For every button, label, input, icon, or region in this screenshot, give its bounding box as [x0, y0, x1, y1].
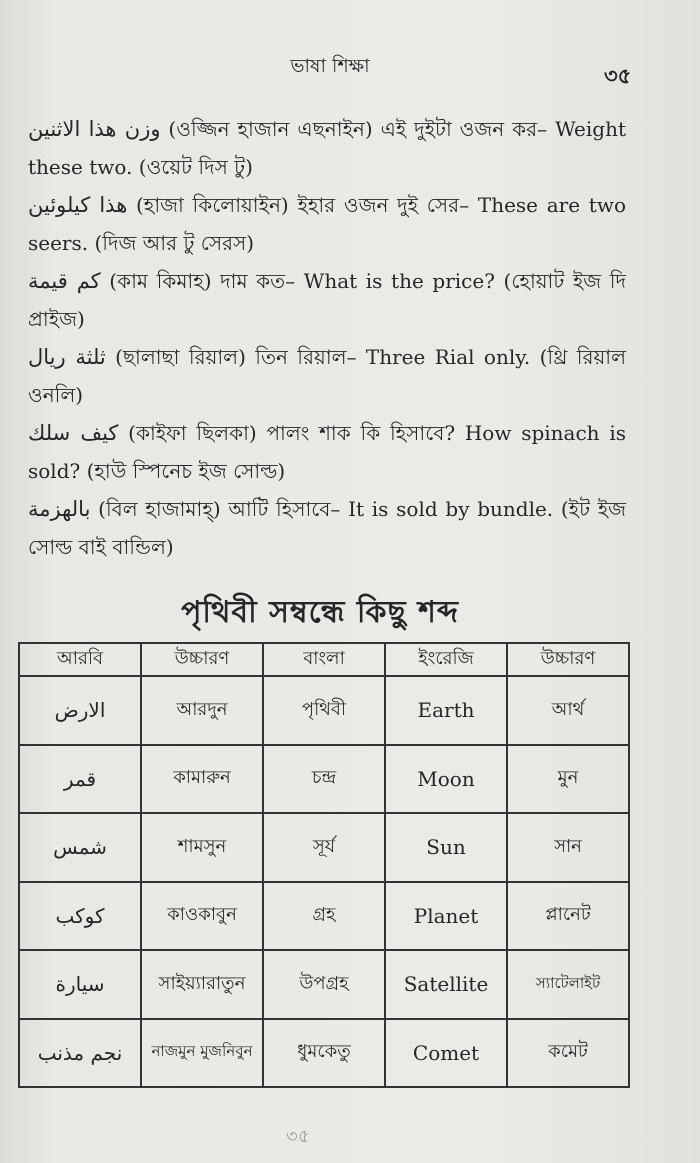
phrase-text: (বিল হাজামাহ্) আটি হিসাবে– It is sold by bundle. (ইট ইজ সোল্ড বাই বান্ডিল)	[28, 497, 626, 559]
cell-bangla: উপগ্রহ	[263, 950, 385, 1019]
header-english: ইংরেজি	[385, 643, 507, 676]
table-header-row	[19, 643, 629, 676]
arabic-phrase: ثلثة ريال	[28, 345, 106, 369]
cell-english: Planet	[385, 882, 507, 951]
page-number: ৩৫	[604, 63, 632, 88]
table-row	[19, 1019, 629, 1088]
phrase-entry	[28, 338, 626, 414]
phrase-text: (ওজ্জিন হাজান এছনাইন) এই দুইটা ওজন কর– Weight these two. (ওয়েট দিস টু)	[28, 117, 626, 179]
cell-english-pronunciation: প্লানেট	[507, 882, 629, 951]
phrase-entry	[28, 110, 626, 186]
phrase-text: (ছালাছা রিয়াল) তিন রিয়াল– Three Rial only. (থ্রি রিয়াল ওনলি)	[28, 345, 627, 407]
arabic-phrase: بالهزمة	[28, 497, 91, 521]
table-row	[19, 745, 629, 814]
phrase-entry	[28, 490, 626, 566]
phrase-entries	[28, 110, 626, 566]
phrase-text: (কাইফা ছিলকা) পালং শাক কি হিসাবে? How spinach is sold? (হাউ স্পিনেচ ইজ সোল্ড)	[28, 421, 626, 483]
table-row	[19, 950, 629, 1019]
cell-pronunciation: সাইয়্যারাতুন	[141, 950, 263, 1019]
cell-english-pronunciation: মুন	[507, 745, 629, 814]
cell-english-pronunciation: স্যাটেলাইট	[507, 950, 629, 1019]
cell-pronunciation: আরদুন	[141, 676, 263, 745]
cell-pronunciation: কাওকাবুন	[141, 882, 263, 951]
cell-bangla: চন্দ্র	[263, 745, 385, 814]
vocabulary-table	[18, 642, 630, 1088]
cell-pronunciation: কামারুন	[141, 745, 263, 814]
cell-bangla: ধুমকেতু	[263, 1019, 385, 1088]
phrase-text: (কাম কিমাহ) দাম কত– What is the price? (হোয়াট ইজ দি প্রাইজ)	[28, 269, 626, 331]
cell-english-pronunciation: আর্থ	[507, 676, 629, 745]
cell-english-pronunciation: কমেট	[507, 1019, 629, 1088]
phrase-text: (হাজা কিলোয়াইন) ইহার ওজন দুই সের– These are two seers. (দিজ আর টু সেরস)	[28, 193, 626, 255]
header-pronunciation: উচ্চারণ	[141, 643, 263, 676]
cell-bangla: পৃথিবী	[263, 676, 385, 745]
table-row	[19, 676, 629, 745]
header-arabic: আরবি	[19, 643, 141, 676]
cell-arabic: نجم مذنب	[19, 1019, 141, 1088]
cell-arabic: الارض	[19, 676, 141, 745]
cell-english: Satellite	[385, 950, 507, 1019]
header-bangla: বাংলা	[263, 643, 385, 676]
phrase-entry	[28, 186, 626, 262]
cell-bangla: সূর্য	[263, 813, 385, 882]
footer-mark: ৩৫	[286, 1126, 310, 1147]
cell-pronunciation: নাজমুন মুজনিবুন	[141, 1019, 263, 1088]
cell-pronunciation: শামসুন	[141, 813, 263, 882]
table-row	[19, 882, 629, 951]
cell-arabic: شمس	[19, 813, 141, 882]
cell-english: Earth	[385, 676, 507, 745]
cell-arabic: قمر	[19, 745, 141, 814]
cell-english: Comet	[385, 1019, 507, 1088]
table-row	[19, 813, 629, 882]
arabic-phrase: كيف سلك	[28, 421, 119, 445]
cell-arabic: سيارة	[19, 950, 141, 1019]
running-title: ভাষা শিক্ষা	[290, 55, 370, 77]
arabic-phrase: وزن هذا الاثنين	[28, 117, 161, 141]
cell-english-pronunciation: সান	[507, 813, 629, 882]
arabic-phrase: كم قيمة	[28, 269, 101, 293]
cell-bangla: গ্রহ	[263, 882, 385, 951]
cell-english: Sun	[385, 813, 507, 882]
phrase-entry	[28, 414, 626, 490]
section-heading: পৃথিবী সম্বন্ধে কিছু শব্দ	[181, 595, 459, 630]
phrase-entry	[28, 262, 626, 338]
arabic-phrase: هذا كيلوئين	[28, 193, 128, 217]
cell-english: Moon	[385, 745, 507, 814]
cell-arabic: كوكب	[19, 882, 141, 951]
header-english-pronunciation: উচ্চারণ	[507, 643, 629, 676]
